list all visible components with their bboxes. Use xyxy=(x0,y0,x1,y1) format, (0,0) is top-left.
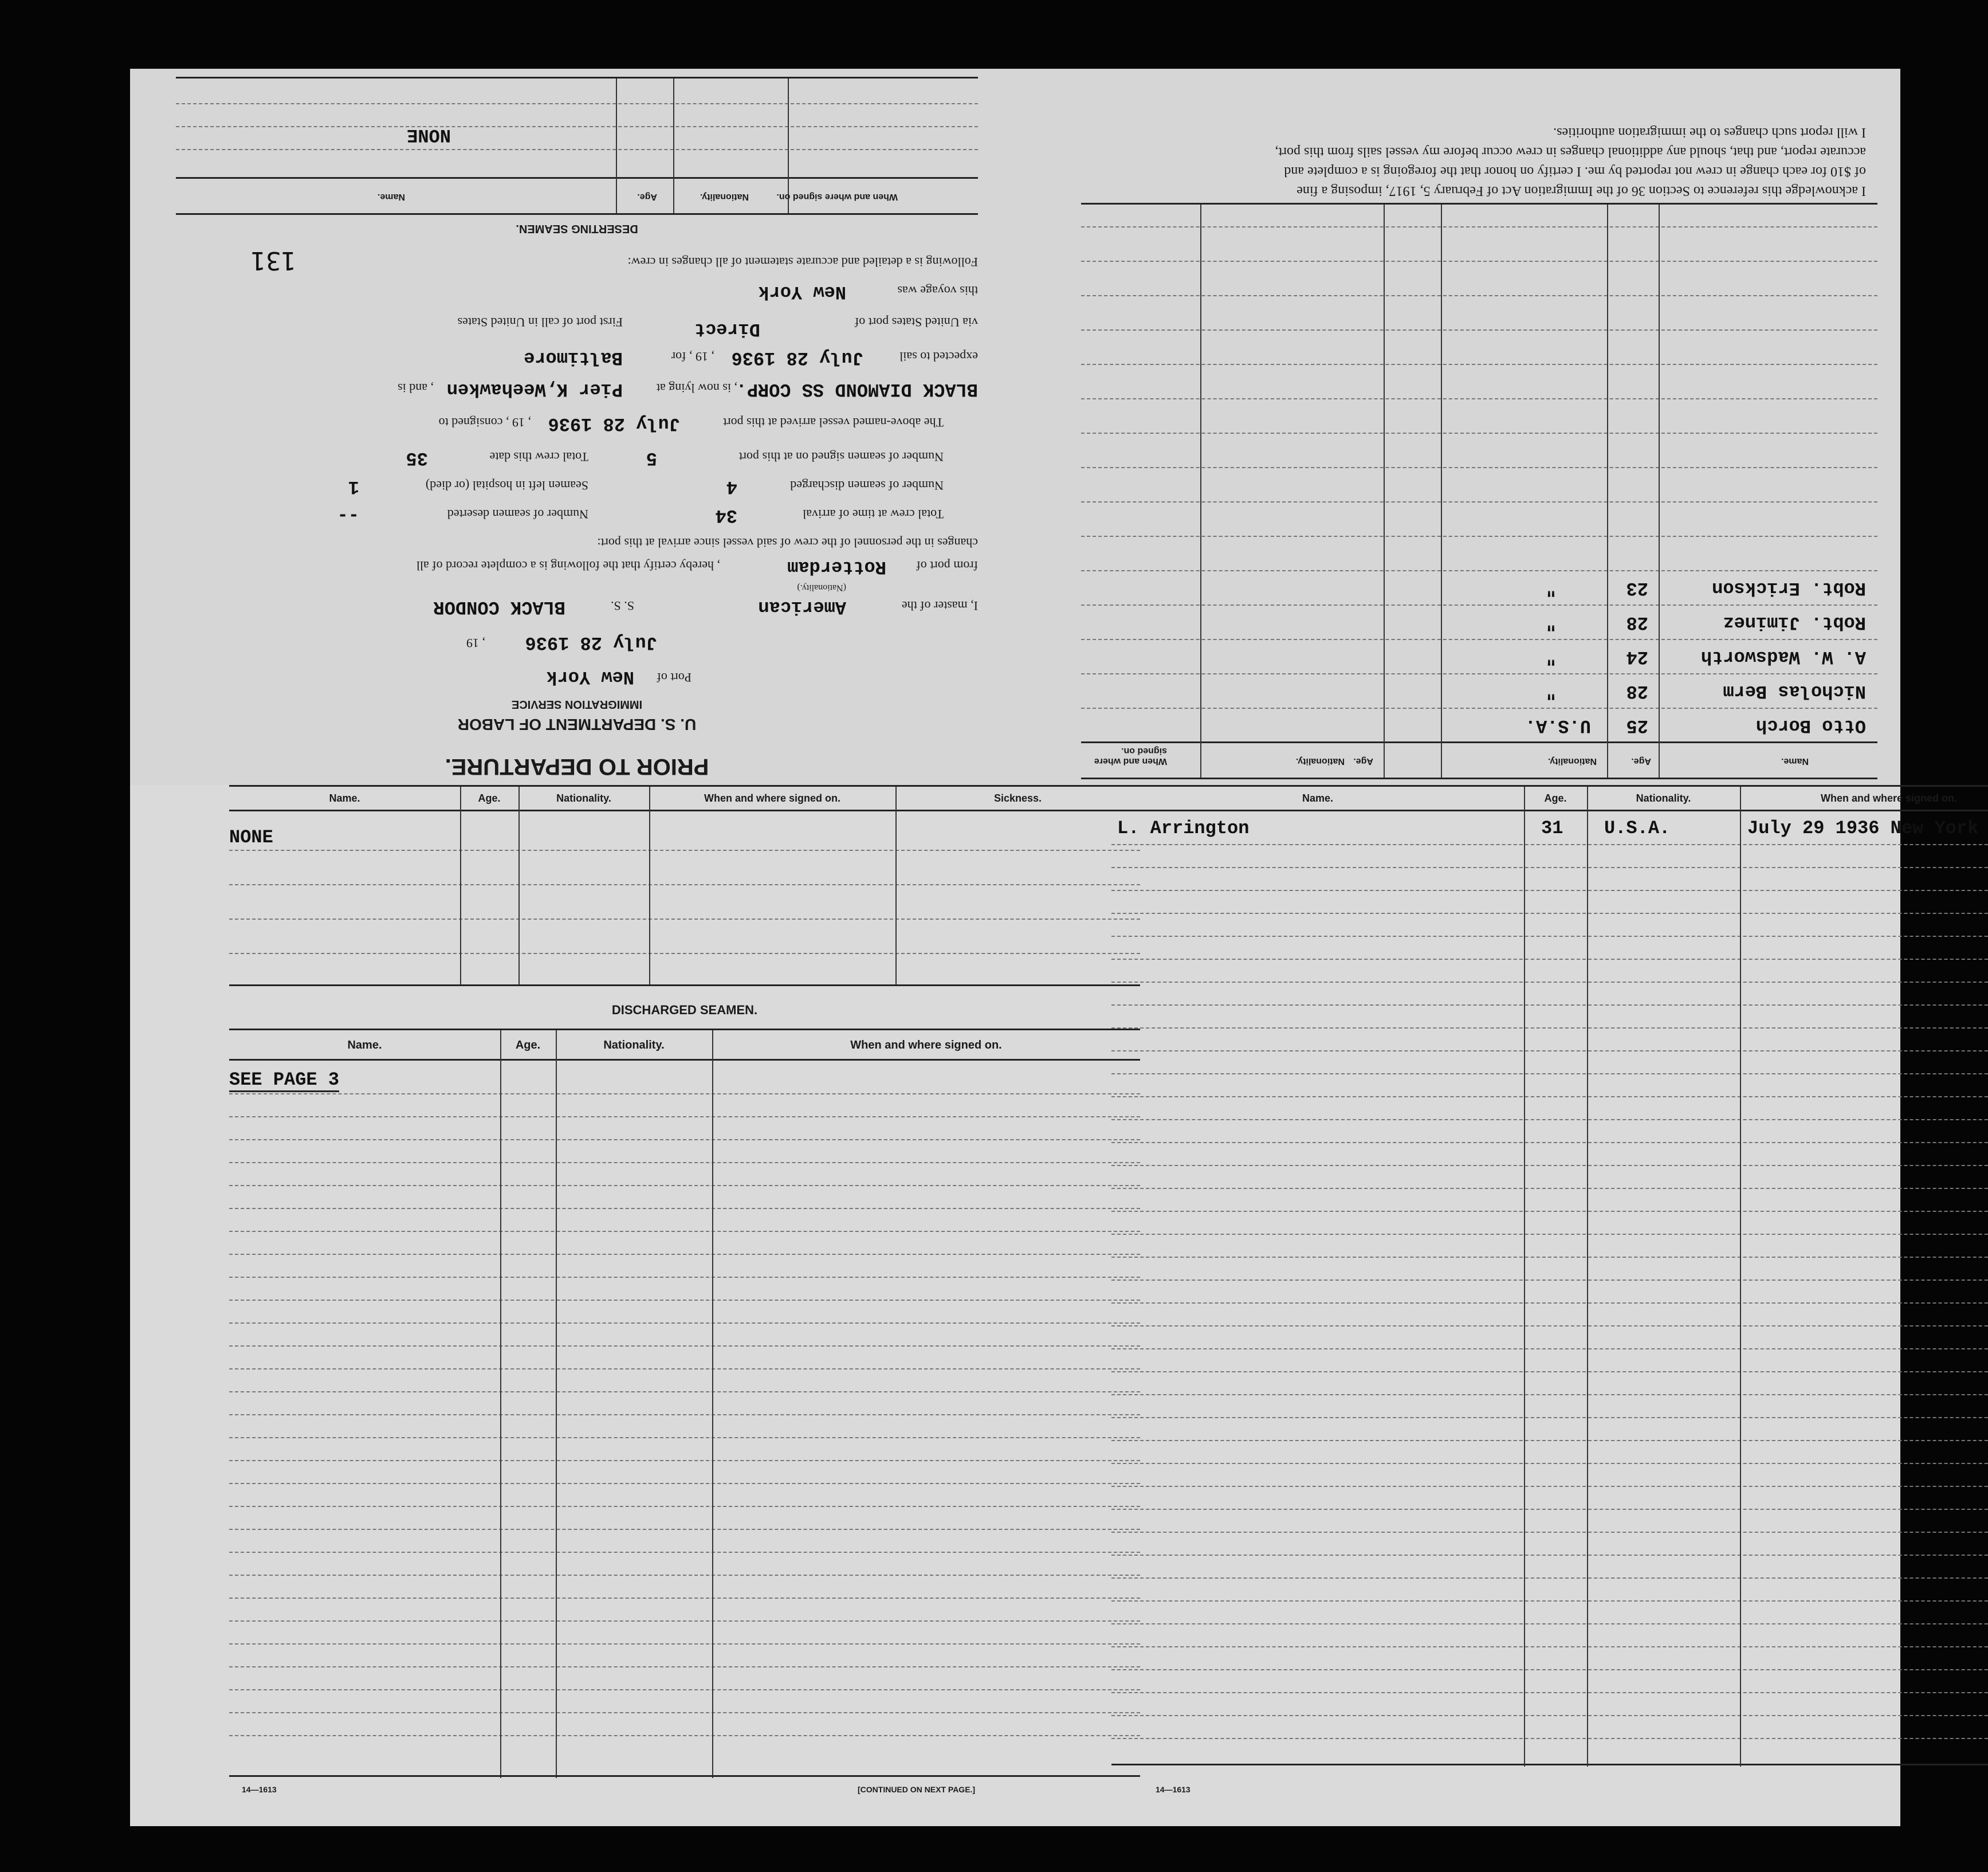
signed-on-label: Number of seamen signed on at this port xyxy=(738,450,944,464)
discharged-col-nationality: Nationality. xyxy=(603,1039,665,1051)
crew-nat-5: " xyxy=(1545,578,1557,599)
crew-name-2: Nicholas Berm xyxy=(1723,681,1866,702)
deserting-table xyxy=(176,77,978,215)
crew-nat-2: " xyxy=(1545,681,1557,702)
col-nationality-header-2: Nationality. xyxy=(1295,756,1345,766)
and-is-text: , and is xyxy=(398,381,434,395)
from-port-label: from port of xyxy=(916,559,978,573)
following-text: Following is a detailed and accurate statement of all changes in crew: xyxy=(627,255,978,269)
form-number-left: 14—1613 xyxy=(242,1785,277,1794)
seamen-discharged: 4 xyxy=(726,476,737,497)
discharged-col-age: Age. xyxy=(515,1039,541,1051)
nationality-caption: (Nationality.) xyxy=(797,583,846,592)
arrived-text: The above-named vessel arrived at this port xyxy=(723,415,944,430)
right-row-nationality: U.S.A. xyxy=(1604,818,1671,839)
this-voyage-text: this voyage was xyxy=(897,284,978,298)
deserting-col-signed: When and where signed on. xyxy=(776,192,898,202)
total-crew-arrival: 34 xyxy=(715,505,737,526)
crew-name-4: Robt. Jiminez xyxy=(1723,612,1866,633)
right-row-name: L. Arrington xyxy=(1117,818,1250,839)
discharged-col-signed: When and where signed on. xyxy=(850,1039,1002,1051)
changes-text: changes in the personnel of the crew of said vessel since arrival at this port: xyxy=(597,536,978,550)
sick-col-signed: When and where signed on. xyxy=(704,792,841,804)
hospital-label: Seamen left in hospital (or died) xyxy=(425,478,588,493)
discharged-heading: DISCHARGED SEAMEN. xyxy=(611,1003,758,1017)
seamen-deserted: -- xyxy=(337,505,359,526)
vessel-name: BLACK CONDOR xyxy=(433,596,565,618)
col-age-header-2: Age. xyxy=(1353,756,1373,766)
acknowledge-line-3: accurate report, and that, should any additional changes in crew occur before my vessel sails from this port, xyxy=(1275,144,1866,159)
acknowledge-line-2: of $10 for each change in crew not reported by me. I certify on honor that the foregoing is a complete and xyxy=(1284,164,1866,179)
bottom-form-page xyxy=(130,785,1979,1826)
discharged-col-name: Name. xyxy=(347,1039,382,1051)
deserting-entry: NONE xyxy=(407,124,451,146)
expected-text: expected to sail xyxy=(899,350,978,364)
lying-text: , is now lying at xyxy=(656,381,737,395)
via-port: Direct xyxy=(694,319,760,340)
sick-table xyxy=(229,785,1140,986)
right-col-signed: When and where signed on. xyxy=(1820,792,1958,804)
deserting-col-nationality: Nationality. xyxy=(700,192,749,202)
port-of-label: Port of xyxy=(657,670,692,685)
col-age-header: Age. xyxy=(1631,756,1651,766)
crew-age-1: 25 xyxy=(1626,715,1648,736)
sick-entry: NONE xyxy=(229,827,273,848)
top-form-page xyxy=(130,69,1900,796)
acknowledgment-block xyxy=(1075,123,1866,201)
right-col-age: Age. xyxy=(1544,792,1567,804)
via-text: via United States port of xyxy=(854,315,978,329)
crew-age-4: 28 xyxy=(1626,612,1648,633)
service-name: IMMIGRATION SERVICE xyxy=(511,698,643,711)
discharged-table xyxy=(229,1029,1140,1778)
master-nationality: American xyxy=(758,596,846,618)
seamen-deserted-label: Number of seamen deserted xyxy=(447,507,588,521)
sick-col-sickness: Sickness. xyxy=(993,792,1042,804)
stamp-number: 131 xyxy=(250,246,296,275)
certificate-block xyxy=(176,80,978,779)
pier: Pier K,Weehawken xyxy=(446,379,623,400)
crew-nat-1: U.S.A. xyxy=(1525,715,1591,736)
sail-date: July 28 1936 xyxy=(731,347,863,368)
total-crew-label: Total crew this date xyxy=(489,450,588,464)
acknowledge-line-4: I will report such changes to the immigration authorities. xyxy=(1553,125,1866,140)
first-port-text: First port of call in United States xyxy=(457,315,623,329)
certify-text: , hereby certify that the following is a complete record of all xyxy=(416,559,720,573)
crew-age-5: 23 xyxy=(1626,578,1648,599)
col-signed-header: When and where signed on. xyxy=(1094,746,1167,766)
seamen-discharged-label: Number of seamen discharged xyxy=(790,478,944,493)
right-col-nationality: Nationality. xyxy=(1636,792,1691,804)
crew-age-3: 24 xyxy=(1626,646,1648,668)
for-text: , 19 , for xyxy=(671,350,714,364)
year-prefix: , 19 xyxy=(466,636,485,650)
rotated-form-content xyxy=(130,69,1900,796)
acknowledge-line-1: I acknowledge this reference to Section 36 of the Immigration Act of February 5, 1917, imposing a fine xyxy=(1296,183,1866,198)
hospital-count: 1 xyxy=(348,476,359,497)
master-text: I, master of the xyxy=(901,599,978,613)
department-name: U. S. DEPARTMENT OF LABOR xyxy=(457,716,697,733)
total-crew-arrival-label: Total crew at time of arrival xyxy=(803,507,944,521)
col-nationality-header: Nationality. xyxy=(1547,756,1597,766)
from-port-value: Rotterdam xyxy=(787,556,886,578)
consignee: BLACK DIAMOND SS CORP. xyxy=(736,379,978,400)
ss-label: S. S. xyxy=(611,599,634,613)
crew-name-1: Otto Borch xyxy=(1755,715,1866,736)
destination: Baltimore xyxy=(524,347,623,368)
right-signed-on-table xyxy=(1111,785,1988,1767)
deserting-heading: DESERTING SEAMEN. xyxy=(516,222,638,235)
total-crew: 35 xyxy=(406,448,428,469)
deserting-col-name: Name. xyxy=(377,192,405,202)
port-of-value: New York xyxy=(546,666,634,688)
sick-col-age: Age. xyxy=(478,792,501,804)
crew-name-3: A. W. Wadsworth xyxy=(1700,646,1866,668)
right-col-name: Name. xyxy=(1302,792,1334,804)
discharged-entry: SEE PAGE 3 xyxy=(229,1069,339,1092)
first-port: New York xyxy=(758,281,846,303)
form-date: July 28 1936 xyxy=(525,632,657,653)
arrived-date: July 28 1936 xyxy=(548,413,680,434)
right-row-signed: July 29 1936 New York xyxy=(1747,818,1979,839)
crew-age-2: 28 xyxy=(1626,681,1648,702)
sick-col-nationality: Nationality. xyxy=(556,792,611,804)
right-row-age: 31 xyxy=(1541,818,1563,839)
deserting-col-age: Age. xyxy=(637,192,657,202)
col-name-header: Name. xyxy=(1781,756,1809,766)
signed-on-table xyxy=(1081,203,1877,779)
discharged-bottom-rule xyxy=(229,1775,1140,1777)
form-number-right: 14—1613 xyxy=(1156,1785,1191,1794)
form-title: PRIOR TO DEPARTURE. xyxy=(445,754,709,779)
crew-name-5: Robt. Erickson xyxy=(1712,578,1866,599)
consigned-text: , 19 , consigned to xyxy=(438,415,531,430)
sick-col-name: Name. xyxy=(329,792,360,804)
crew-nat-4: " xyxy=(1545,612,1557,633)
continued-note: [CONTINUED ON NEXT PAGE.] xyxy=(858,1785,976,1794)
crew-nat-3: " xyxy=(1545,646,1557,668)
signed-on-count: 5 xyxy=(646,448,657,469)
